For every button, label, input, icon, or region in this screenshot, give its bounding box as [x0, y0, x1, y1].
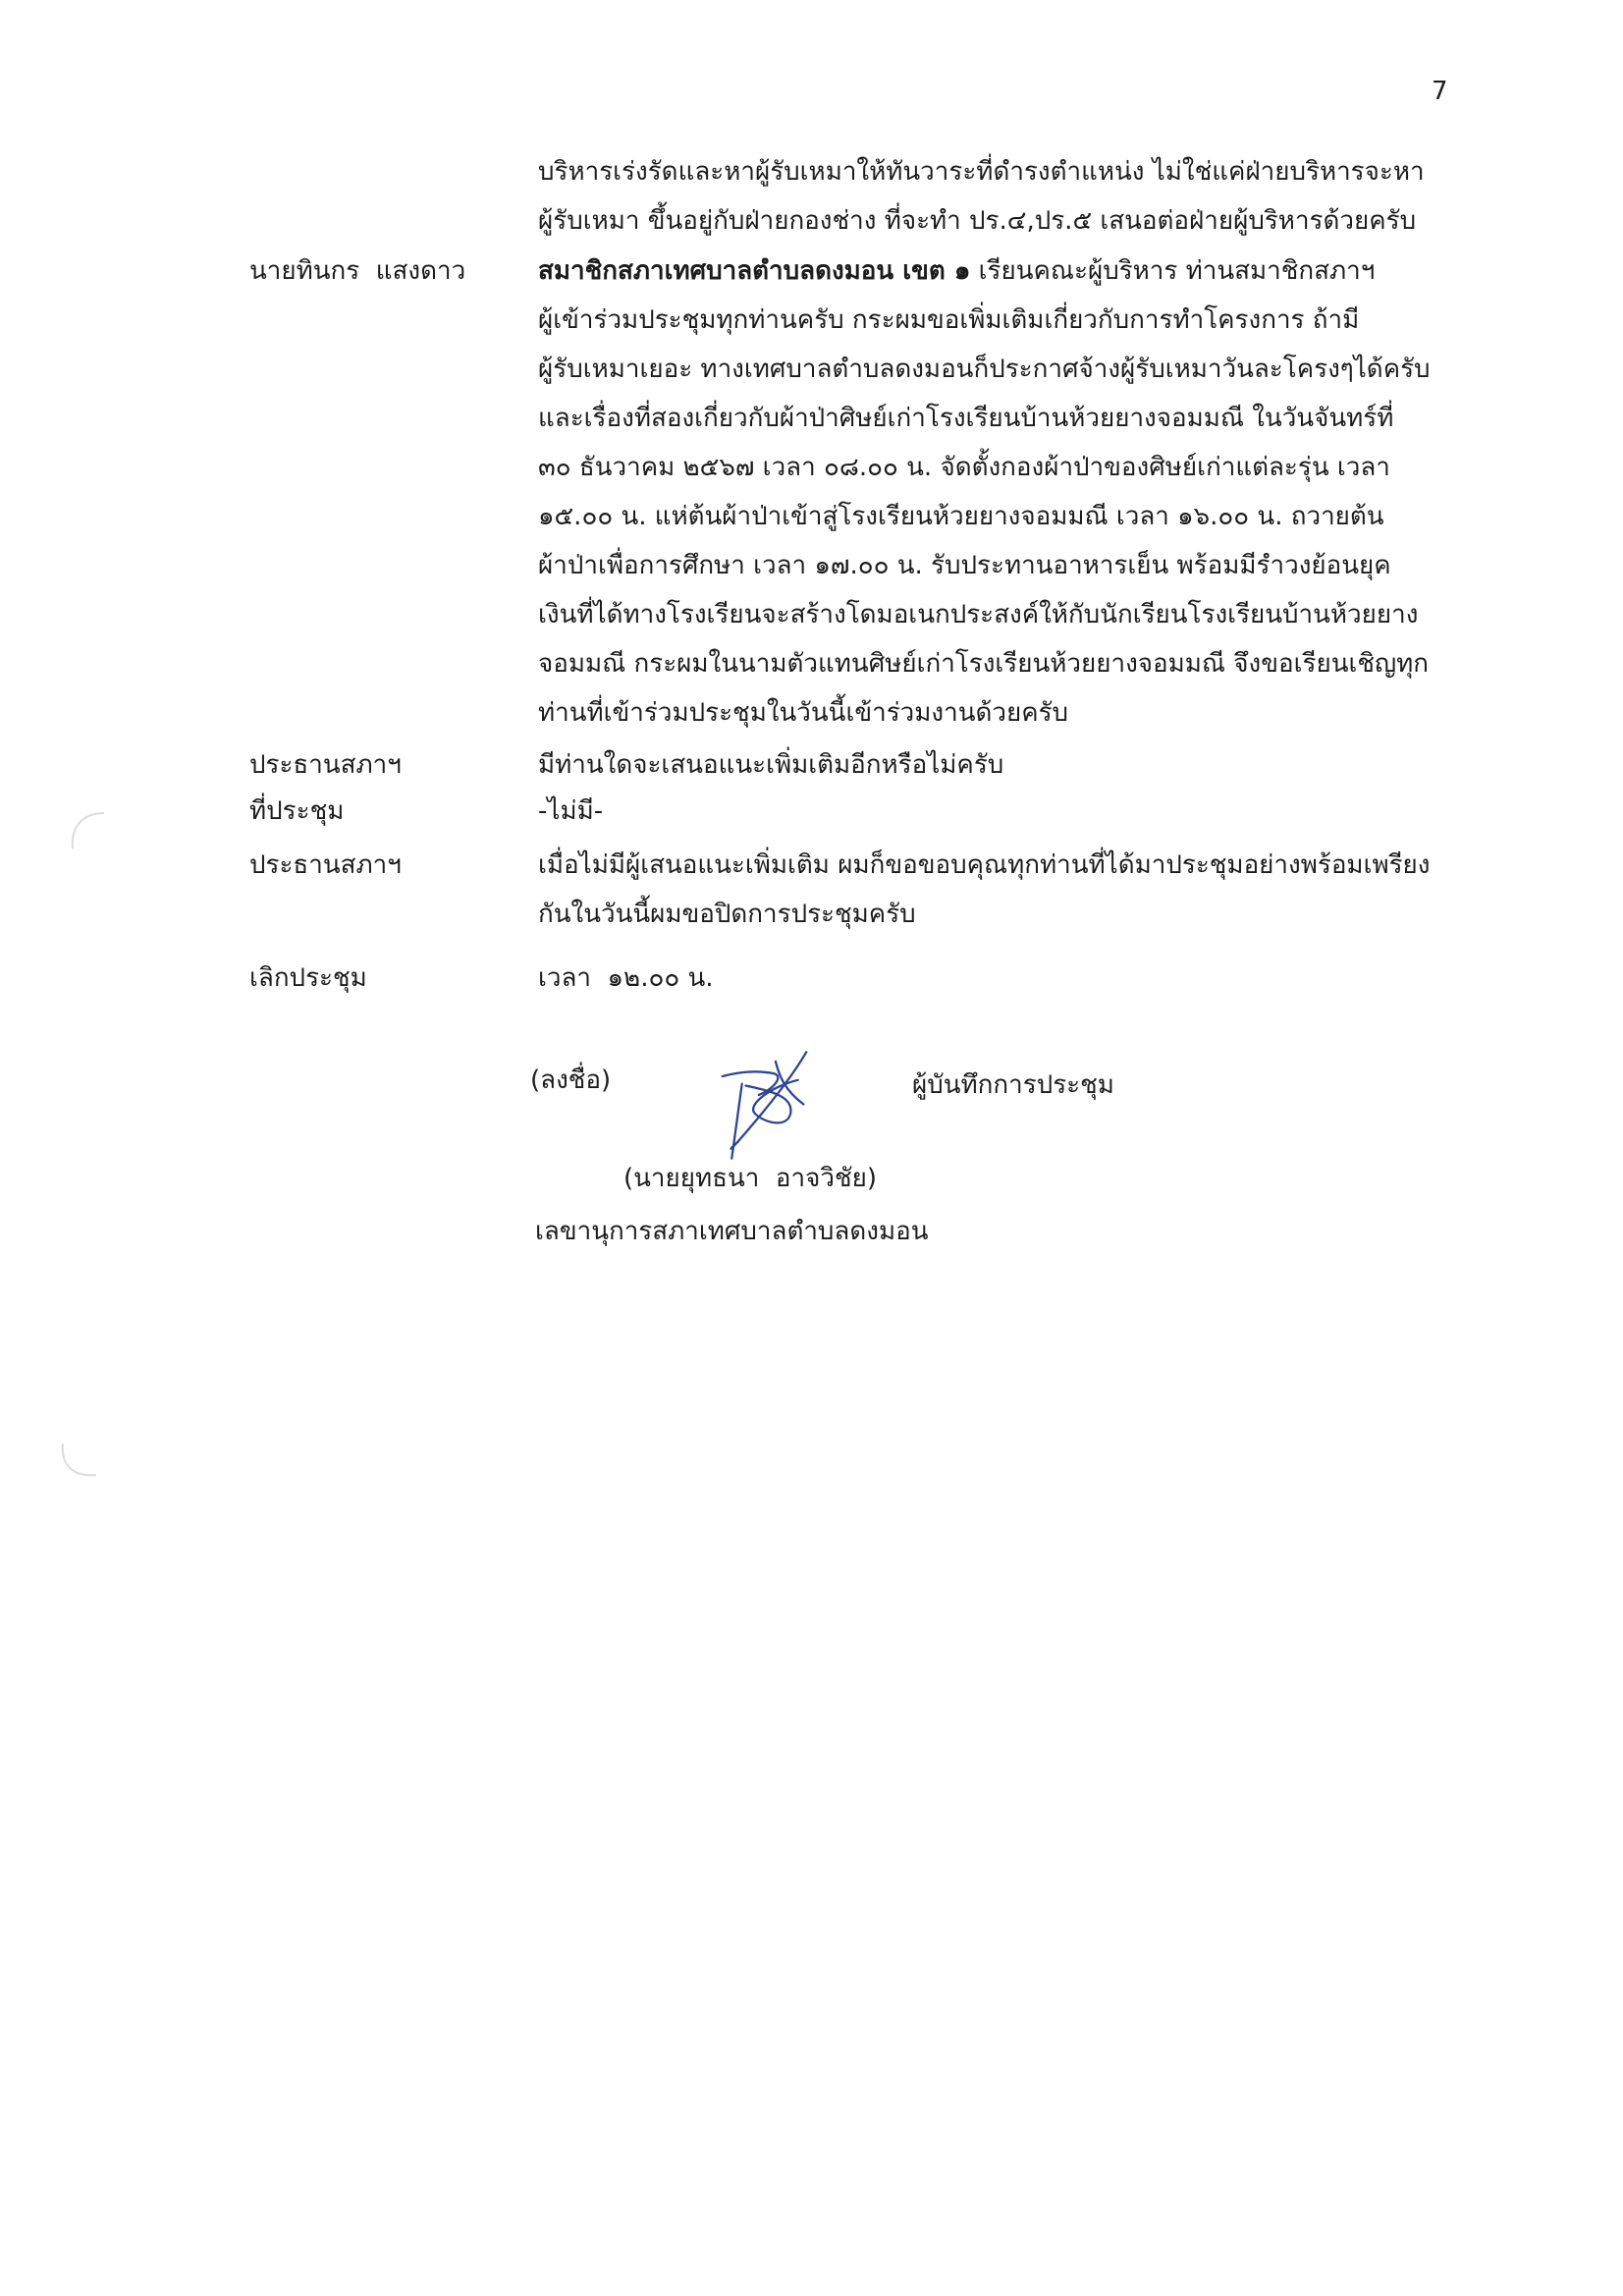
body-line: -ไม่มี- [538, 796, 604, 826]
signature-row [249, 1048, 1516, 1159]
agenda-entry [249, 841, 1516, 939]
agenda-entry [249, 954, 1516, 1003]
page-number: 7 [1432, 77, 1448, 106]
signatory-position: เลขานุการสภาเทศบาลตำบลดงมอน [535, 1217, 929, 1246]
body-line: ผู้รับเหมา ขึ้นอยู่กับฝ่ายกองช่าง ที่จะทำ ปร.๔,ปร.๕ เสนอต่อฝ่ายผู้บริหารด้วยครับ [538, 206, 1417, 236]
speaker-title: สมาชิกสภาเทศบาลตำบลดงมอน เขต ๑ [538, 256, 971, 286]
body-line: จอมมณี กระผมในนามตัวแทนศิษย์เก่าโรงเรียนห้วยยางจอมมณี จึงขอเรียนเชิญทุก [538, 649, 1430, 679]
handwritten-signature [718, 1048, 811, 1161]
speaker-label: ประธานสภาฯ [249, 750, 402, 780]
body-line: ๓๐ ธันวาคม ๒๕๖๗ เวลา ๐๘.๐๐ น. จัดตั้งกองผ้าป่าของศิษย์เก่าแต่ละรุ่น เวลา [538, 453, 1390, 482]
speaker-label: เลิกประชุม [249, 963, 367, 993]
signed-label: (ลงชื่อ) [530, 1066, 612, 1095]
body-line [538, 246, 1502, 296]
body-line: มีท่านใดจะเสนอแนะเพิ่มเติมอีกหรือไม่ครับ [538, 750, 1004, 780]
hole-punch-mark [65, 805, 114, 854]
signatory-name: (นายยุทธนา อาจวิชัย) [623, 1164, 877, 1193]
body-line: เงินที่ได้ทางโรงเรียนจะสร้างโดมอเนกประสงค์ให้กับนักเรียนโรงเรียนบ้านห้วยยาง [538, 600, 1419, 629]
entry-text [538, 954, 1502, 1003]
agenda-entry [249, 740, 1516, 790]
body-line: ท่านที่เข้าร่วมประชุมในวันนี้เข้าร่วมงานด้วยครับ [538, 698, 1069, 728]
hole-punch-mark [55, 1436, 104, 1485]
body-line: ผู้รับเหมาเยอะ ทางเทศบาลตำบลดงมอนก็ประกาศจ้างผู้รับเหมาวันละโครงๆได้ครับ [538, 355, 1431, 384]
speaker-label: นายทินกร แสงดาว [249, 256, 466, 286]
body-line: บริหารเร่งรัดและหาผู้รับเหมาให้ทันวาระที่ดำรงตำแหน่ง ไม่ใช่แค่ฝ่ายบริหารจะหา [538, 157, 1425, 187]
entry-text [538, 147, 1502, 246]
body-line: ผ้าป่าเพื่อการศึกษา เวลา ๑๗.๐๐ น. รับประทานอาหารเย็น พร้อมมีรำวงย้อนยุค [538, 551, 1391, 580]
agenda-entry [249, 147, 1516, 246]
body-line: และเรื่องที่สองเกี่ยวกับผ้าป่าศิษย์เก่าโรงเรียนบ้านห้วยยางจอมมณี ในวันจันทร์ที่ [538, 404, 1394, 433]
agenda-entry [249, 246, 1516, 738]
body-line: ผู้เข้าร่วมประชุมทุกท่านครับ กระผมขอเพิ่มเติมเกี่ยวกับการทำโครงการ ถ้ามี [538, 305, 1360, 335]
speaker-label: ที่ประชุม [249, 796, 345, 826]
body-line: เวลา ๑๒.๐๐ น. [538, 963, 714, 993]
entry-text [538, 740, 1502, 790]
minutes-body [249, 147, 1516, 1256]
body-line: ๑๕.๐๐ น. แห่ต้นผ้าป่าเข้าสู่โรงเรียนห้วยยางจอมมณี เวลา ๑๖.๐๐ น. ถวายต้น [538, 502, 1384, 531]
agenda-entry [249, 787, 1516, 836]
body-line-text: เรียนคณะผู้บริหาร ท่านสมาชิกสภาฯ [970, 256, 1376, 286]
body-line: กันในวันนี้ผมขอปิดการประชุมครับ [538, 900, 916, 929]
entry-text [538, 246, 1502, 738]
entry-text [538, 787, 1502, 836]
body-line: เมื่อไม่มีผู้เสนอแนะเพิ่มเติม ผมก็ขอขอบคุณทุกท่านที่ได้มาประชุมอย่างพร้อมเพรียง [538, 850, 1431, 880]
entry-text [538, 841, 1502, 939]
recorder-role: ผู้บันทึกการประชุม [912, 1070, 1114, 1100]
speaker-label: ประธานสภาฯ [249, 850, 402, 880]
